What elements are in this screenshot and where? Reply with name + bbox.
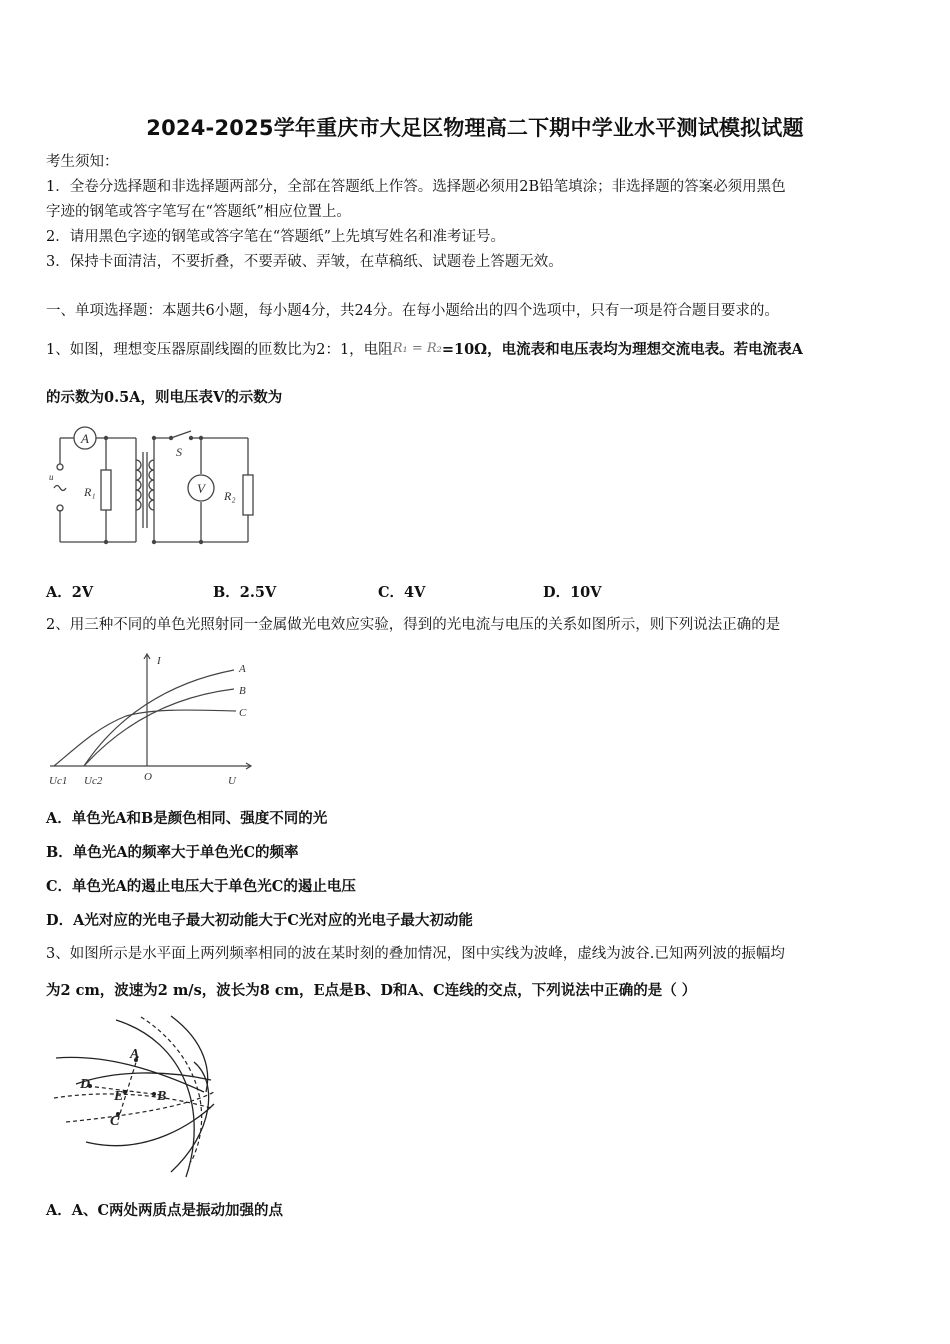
- q1-option-a[interactable]: A．2V: [46, 584, 94, 601]
- q3-option-a[interactable]: A．A、C两处两质点是振动加强的点: [46, 1202, 284, 1219]
- curve-a-label: A: [239, 663, 246, 675]
- uc1-label: Uc1: [49, 775, 68, 787]
- q2-option-b[interactable]: B．单色光A的频率大于单色光C的频率: [46, 844, 299, 861]
- voltmeter-label: V: [197, 481, 205, 496]
- point-e-label: E: [114, 1089, 124, 1104]
- notice-item: 2．请用黑色字迹的钢笔或答字笔在“答题纸”上先填写姓名和准考证号。: [46, 229, 506, 245]
- q1-option-d[interactable]: D．10V: [543, 584, 602, 601]
- photoelectric-iv-graph: [46, 648, 266, 793]
- page-title: 2024-2025学年重庆市大足区物理高二下期中学业水平测试模拟试题: [146, 116, 804, 140]
- q1-option-c[interactable]: C．4V: [378, 584, 426, 601]
- point-d-label: D: [80, 1077, 91, 1092]
- notice-item: 字迹的钢笔或答字笔写在“答题纸”相应位置上。: [46, 204, 351, 220]
- origin-label: O: [144, 771, 152, 783]
- point-b-label: B: [157, 1089, 167, 1104]
- uc2-label: Uc2: [84, 775, 103, 787]
- q2-option-c[interactable]: C．单色光A的遏止电压大于单色光C的遏止电压: [46, 878, 356, 895]
- q2-option-d[interactable]: D．A光对应的光电子最大初动能大于C光对应的光电子最大初动能: [46, 912, 473, 929]
- transformer-circuit-diagram: [46, 420, 266, 555]
- q3-text-a: 3、如图所示是水平面上两列频率相同的波在某时刻的叠加情况，图中实线为波峰，虚线为波谷.已知两列波的振幅均: [46, 946, 785, 962]
- switch-label: S: [176, 445, 182, 459]
- source-label: u: [49, 472, 54, 482]
- r2-label: R₂: [224, 489, 236, 503]
- question-2-text: 2、用三种不同的单色光照射同一金属做光电效应实验，得到的光电流与电压的关系如图所示，则下列说法正确的是: [46, 617, 781, 633]
- notice-item: 3．保持卡面清洁，不要折叠，不要弄破、弄皱，在草稿纸、试题卷上答题无效。: [46, 254, 563, 270]
- q1-option-b[interactable]: B．2.5V: [213, 584, 277, 601]
- q2-option-a[interactable]: A．单色光A和B是颜色相同、强度不同的光: [46, 810, 328, 827]
- point-a-label: A: [130, 1047, 140, 1062]
- r1-label: R₁: [84, 485, 96, 499]
- q1-text-a: 1、如图，理想变压器原副线圈的匝数比为2：1，电阻: [46, 342, 393, 358]
- q1-text-b: =10Ω，电流表和电压表均为理想交流电表。若电流表A: [441, 341, 803, 358]
- q1-text-c: 的示数为0.5A，则电压表V的示数为: [46, 389, 283, 406]
- curve-c-label: C: [239, 707, 247, 719]
- y-axis-label: I: [157, 655, 161, 667]
- curve-b-label: B: [239, 685, 246, 697]
- resistance-formula: R₁ = R₂: [392, 341, 442, 356]
- notice-heading: 考生须知：: [46, 154, 119, 170]
- ammeter-label: A: [81, 431, 89, 446]
- section-heading: 一、单项选择题：本题共6小题，每小题4分，共24分。在每小题给出的四个选项中，只有一项是符合题目要求的。: [46, 303, 779, 319]
- question-1-text: [46, 339, 803, 360]
- x-axis-label: U: [228, 775, 236, 787]
- wave-interference-diagram: [46, 1012, 221, 1182]
- q3-text-b: 为2 cm，波速为2 m/s，波长为8 cm，E点是B、D和A、C连线的交点，下列说法中正确的是（ ）: [46, 982, 697, 999]
- point-c-label: C: [110, 1114, 120, 1129]
- notice-item: 1．全卷分选择题和非选择题两部分，全部在答题纸上作答。选择题必须用2B铅笔填涂；非选择题的答案必须用黑色: [46, 179, 786, 195]
